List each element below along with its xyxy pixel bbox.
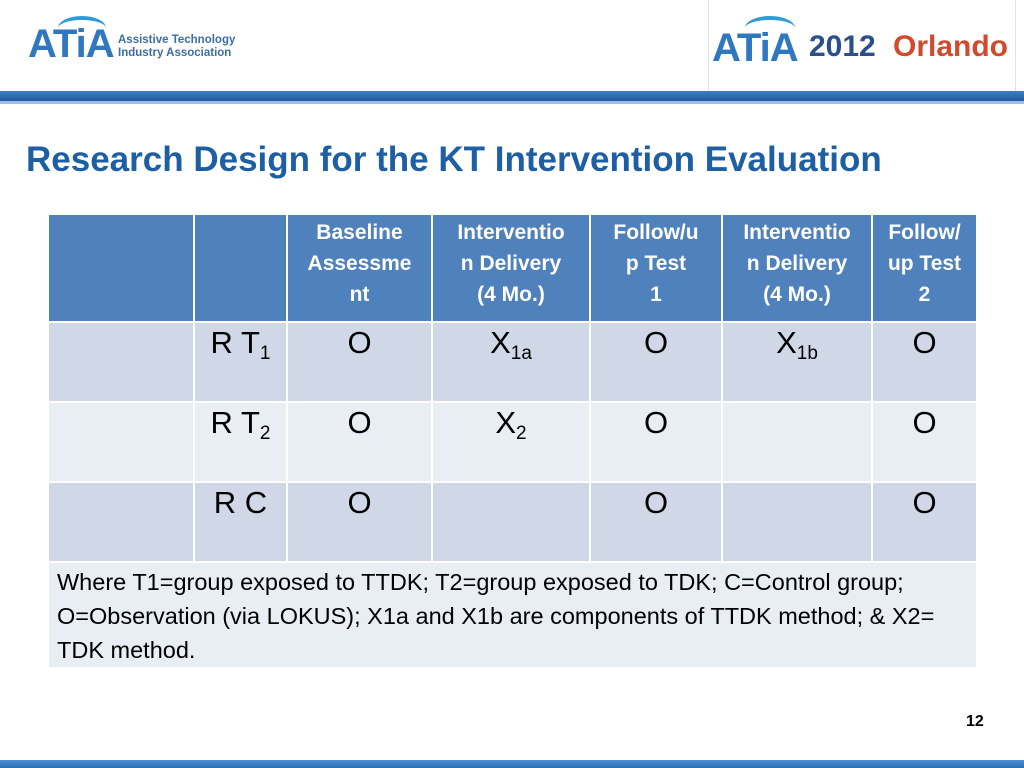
table-row <box>48 482 977 562</box>
table-row <box>48 322 977 402</box>
table-header-label: Interventio n Delivery (4 Mo.) <box>457 221 565 306</box>
design-symbol-base: O <box>912 485 937 520</box>
design-symbol <box>347 325 371 360</box>
logo-subtitle <box>118 34 235 60</box>
table-cell-empty <box>48 322 194 402</box>
table-cell <box>432 322 590 402</box>
group-label-subscript: 2 <box>259 423 271 444</box>
group-label-cell <box>194 482 287 562</box>
table-header-cell <box>590 214 722 322</box>
atia-logo <box>28 16 248 72</box>
group-label <box>214 485 267 520</box>
table-cell <box>432 482 590 562</box>
group-label-cell <box>194 322 287 402</box>
table-cell <box>590 482 722 562</box>
table-cell <box>590 402 722 482</box>
table-header-label: Baseline Assessme nt <box>307 221 412 306</box>
table-cell <box>722 322 872 402</box>
logo-subtitle-line1: Assistive Technology <box>118 34 236 46</box>
group-label-subscript: 1 <box>259 343 271 364</box>
group-label-cell <box>194 402 287 482</box>
page-number: 12 <box>966 713 984 730</box>
table-row <box>48 402 977 482</box>
table-cell <box>432 402 590 482</box>
table-cell-empty <box>48 402 194 482</box>
table-cell <box>287 402 432 482</box>
design-symbol <box>644 485 668 520</box>
design-symbol-base: O <box>347 485 372 520</box>
design-symbol <box>912 325 936 360</box>
design-symbol-base: O <box>347 405 372 440</box>
design-symbol-base: O <box>912 325 937 360</box>
table-cell <box>287 322 432 402</box>
design-symbol <box>912 405 936 440</box>
design-symbol <box>347 485 371 520</box>
design-symbol-base: O <box>347 325 372 360</box>
group-label <box>210 405 271 444</box>
logo-subtitle-line2: Industry Association <box>118 47 232 59</box>
design-symbol <box>490 325 532 364</box>
table-header-row <box>48 214 977 322</box>
design-symbol <box>347 405 371 440</box>
table-note: Where T1=group exposed to TTDK; T2=group exposed to TDK; C=Control group; O=Observation (via LOKUS); X1a and X1b are components of TTDK method; & X2= TDK method. <box>48 562 977 668</box>
header-rule <box>0 91 1024 101</box>
design-symbol-subscript: 1b <box>796 343 818 364</box>
table-header-cell <box>194 214 287 322</box>
design-symbol <box>776 325 818 364</box>
design-symbol-base: O <box>912 405 937 440</box>
table-header-label: Follow/ up Test 2 <box>887 221 962 306</box>
table-header-cell <box>48 214 194 322</box>
design-symbol <box>912 485 936 520</box>
table-header-label: Interventio n Delivery (4 Mo.) <box>743 221 851 306</box>
design-symbol <box>644 405 668 440</box>
table-cell-empty <box>48 482 194 562</box>
group-label-base: R T <box>210 405 260 440</box>
design-symbol-base: O <box>643 485 669 520</box>
table-cell <box>590 322 722 402</box>
table-cell <box>872 402 977 482</box>
table-header-cell <box>432 214 590 322</box>
design-symbol-base: O <box>643 325 669 360</box>
logo-mark: ATiA <box>28 22 114 66</box>
table-note-row <box>48 562 977 668</box>
table-cell <box>722 402 872 482</box>
table-header-cell <box>287 214 432 322</box>
group-label-base: R T <box>210 325 260 360</box>
group-label-base: R C <box>213 485 268 520</box>
table-cell <box>872 322 977 402</box>
design-symbol <box>644 325 668 360</box>
header-rule-accent <box>0 101 1024 104</box>
design-symbol-base: X <box>495 405 517 440</box>
table-cell <box>722 482 872 562</box>
logo-mark: ATiA <box>712 26 798 70</box>
group-label <box>210 325 271 364</box>
logo-year: 2012 <box>809 30 876 63</box>
slide-title: Research Design for the KT Intervention Evaluation <box>26 140 882 179</box>
table-cell <box>287 482 432 562</box>
table-header-label: Follow/u p Test 1 <box>613 221 699 306</box>
table-header-cell <box>872 214 977 322</box>
research-design-table <box>47 213 978 669</box>
logo-city: Orlando <box>893 30 1009 63</box>
table-header-cell <box>722 214 872 322</box>
design-symbol-base: X <box>490 325 511 360</box>
design-symbol-base: O <box>643 405 669 440</box>
design-symbol-subscript: 1a <box>510 343 532 364</box>
atia-2012-logo <box>708 0 1016 93</box>
design-symbol-base: X <box>776 325 797 360</box>
footer-rule <box>0 760 1024 768</box>
table-cell <box>872 482 977 562</box>
design-symbol <box>495 405 527 444</box>
design-symbol-subscript: 2 <box>516 423 527 444</box>
